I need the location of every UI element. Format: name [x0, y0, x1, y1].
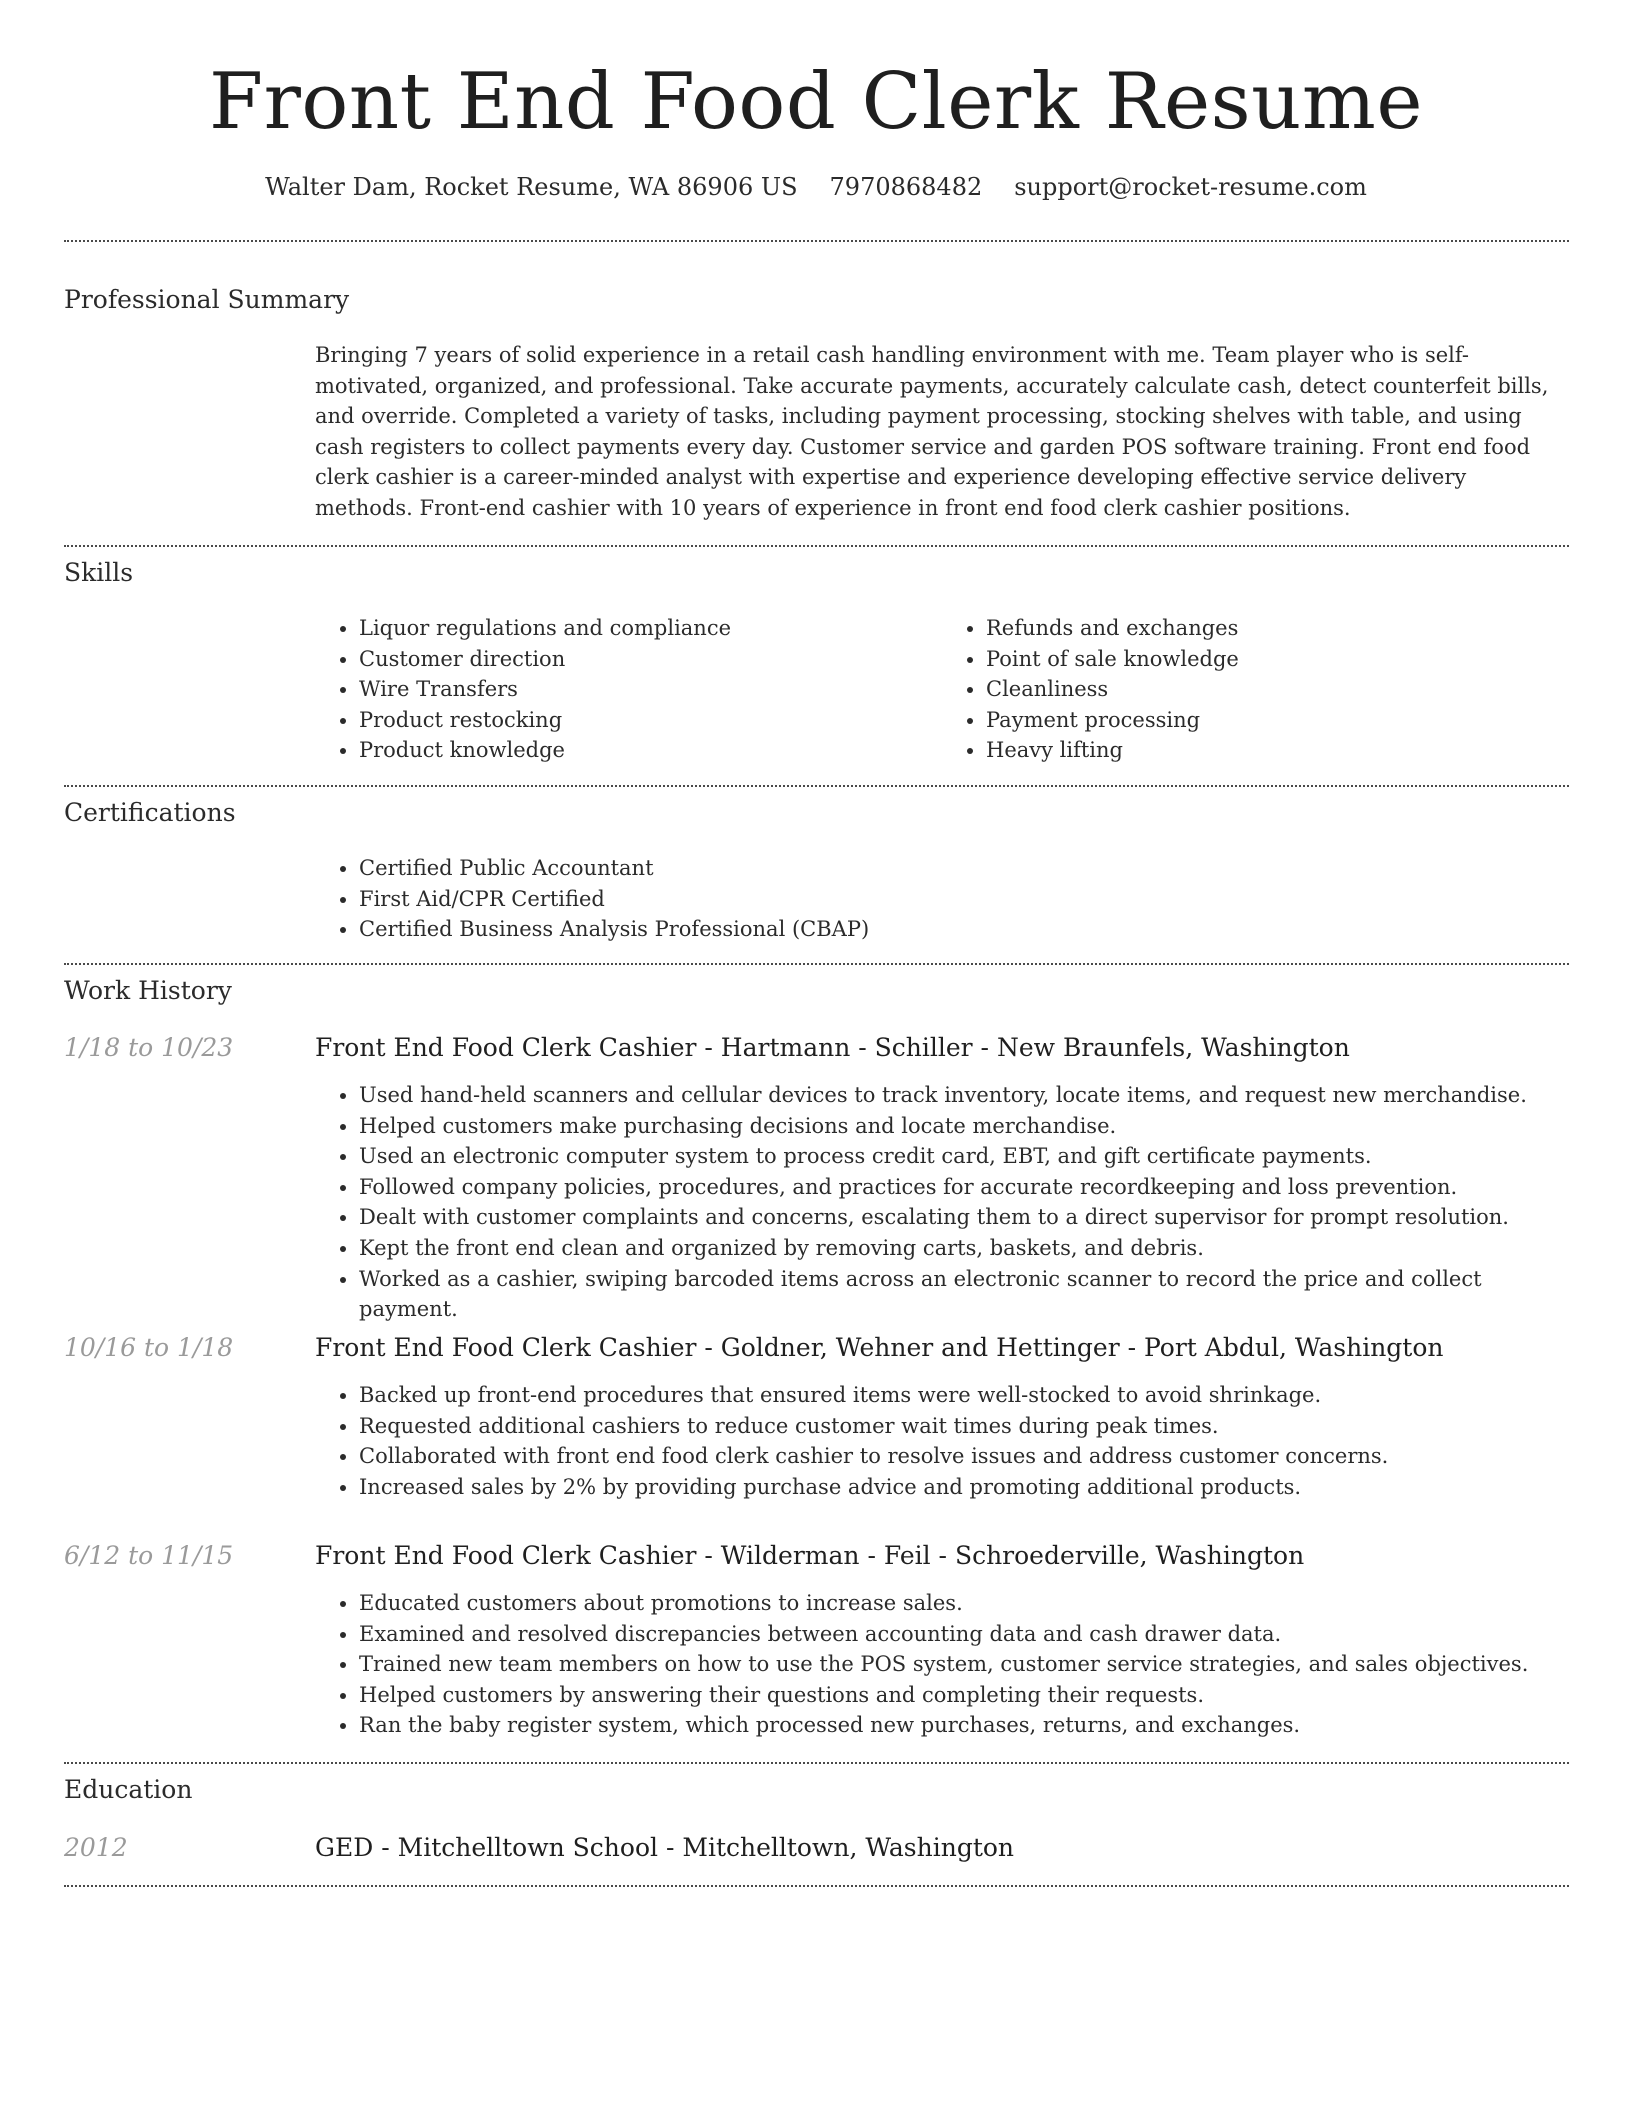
certification-item: • Certified Public Accountant	[359, 853, 1569, 884]
summary-text: Bringing 7 years of solid experience in a retail cash handling environment with me. Team player who is self-motivated, organized, and professional. Take accurate payments, accurately calculate cash, detect counterfeit bills, and override. Completed a variety of tasks, including payment processing, stocking shelves with table, and using cash registers to collect payments every day. Customer service and garden POS software training. Front end food clerk cashier is a career-minded analyst with expertise and experience developing effective service delivery methods. Front-end cashier with 10 years of experience in front end food clerk cashier positions.	[315, 343, 1549, 520]
contact-address: Walter Dam, Rocket Resume, WA 86906 US	[265, 173, 798, 201]
job-entry	[64, 1539, 1569, 1741]
divider	[64, 240, 1569, 242]
certifications-list	[315, 853, 1569, 945]
education-title: GED - Mitchelltown School - Mitchelltown, Washington	[315, 1833, 1015, 1862]
job-bullet: • Trained new team members on how to use the POS system, customer service strategies, and sales objectives.	[359, 1649, 1569, 1680]
page-title: Front End Food Clerk Resume	[208, 57, 1424, 147]
job-bullet: • Used an electronic computer system to process credit card, EBT, and gift certificate payments.	[359, 1141, 1569, 1172]
job-title: Front End Food Clerk Cashier - Hartmann - Schiller - New Braunfels, Washington	[315, 1033, 1350, 1062]
certification-item: • Certified Business Analysis Professional (CBAP)	[359, 914, 1569, 945]
skill-item: • Cleanliness	[986, 674, 1569, 705]
work-history-heading: Work History	[64, 976, 232, 1005]
education-year: 2012	[64, 1833, 128, 1862]
job-bullet: • Helped customers make purchasing decisions and locate merchandise.	[359, 1111, 1569, 1142]
job-entry	[64, 1031, 1569, 1325]
job-dates: 10/16 to 1/18	[64, 1333, 234, 1362]
job-dates: 1/18 to 10/23	[64, 1033, 234, 1062]
divider	[64, 1885, 1569, 1887]
job-entry	[64, 1331, 1569, 1502]
job-bullet: • Worked as a cashier, swiping barcoded items across an electronic scanner to record the price and collect payment.	[359, 1264, 1569, 1325]
skill-item: • Liquor regulations and compliance	[359, 613, 942, 644]
education-heading: Education	[64, 1775, 193, 1804]
skill-item: • Wire Transfers	[359, 674, 942, 705]
skill-item: • Customer direction	[359, 644, 942, 675]
divider	[64, 963, 1569, 965]
job-bullet: • Ran the baby register system, which processed new purchases, returns, and exchanges.	[359, 1710, 1569, 1741]
resume-header	[0, 0, 1632, 204]
job-bullet: • Used hand-held scanners and cellular devices to track inventory, locate items, and request new merchandise.	[359, 1080, 1569, 1111]
job-title: Front End Food Clerk Cashier - Wilderman - Feil - Schroederville, Washington	[315, 1541, 1305, 1570]
job-bullet: • Backed up front-end procedures that ensured items were well-stocked to avoid shrinkage.	[359, 1380, 1569, 1411]
contact-email: support@rocket-resume.com	[1014, 173, 1367, 201]
job-bullets	[315, 1588, 1569, 1741]
summary-section	[64, 340, 1569, 524]
divider	[64, 1762, 1569, 1764]
divider	[64, 545, 1569, 547]
job-bullet: • Increased sales by 2% by providing purchase advice and promoting additional products.	[359, 1472, 1569, 1503]
job-bullet: • Educated customers about promotions to increase sales.	[359, 1588, 1569, 1619]
contact-line	[0, 170, 1632, 204]
contact-phone: 7970868482	[829, 173, 983, 201]
job-bullet: • Dealt with customer complaints and concerns, escalating them to a direct supervisor for prompt resolution.	[359, 1202, 1569, 1233]
skill-item: • Heavy lifting	[986, 735, 1569, 766]
skills-section	[64, 613, 1569, 766]
job-bullet: • Collaborated with front end food clerk cashier to resolve issues and address customer concerns.	[359, 1441, 1569, 1472]
skill-item: • Point of sale knowledge	[986, 644, 1569, 675]
job-dates: 6/12 to 11/15	[64, 1541, 234, 1570]
skill-item: • Product restocking	[359, 705, 942, 736]
job-bullet: • Followed company policies, procedures, and practices for accurate recordkeeping and loss prevention.	[359, 1172, 1569, 1203]
job-bullets	[315, 1380, 1569, 1502]
job-bullet: • Kept the front end clean and organized by removing carts, baskets, and debris.	[359, 1233, 1569, 1264]
skill-item: • Payment processing	[986, 705, 1569, 736]
divider	[64, 785, 1569, 787]
certification-item: • First Aid/CPR Certified	[359, 884, 1569, 915]
job-bullets	[315, 1080, 1569, 1325]
skills-list-left	[315, 613, 942, 766]
job-bullet: • Requested additional cashiers to reduce customer wait times during peak times.	[359, 1411, 1569, 1442]
skill-item: • Product knowledge	[359, 735, 942, 766]
education-entry	[64, 1831, 1569, 1865]
summary-heading: Professional Summary	[64, 285, 350, 314]
job-bullet: • Examined and resolved discrepancies between accounting data and cash drawer data.	[359, 1619, 1569, 1650]
skill-item: • Refunds and exchanges	[986, 613, 1569, 644]
certifications-heading: Certifications	[64, 798, 236, 827]
job-title: Front End Food Clerk Cashier - Goldner, Wehner and Hettinger - Port Abdul, Washington	[315, 1333, 1444, 1362]
skills-heading: Skills	[64, 558, 134, 587]
job-bullet: • Helped customers by answering their questions and completing their requests.	[359, 1680, 1569, 1711]
skills-list-right	[942, 613, 1569, 766]
certifications-section	[64, 853, 1569, 945]
